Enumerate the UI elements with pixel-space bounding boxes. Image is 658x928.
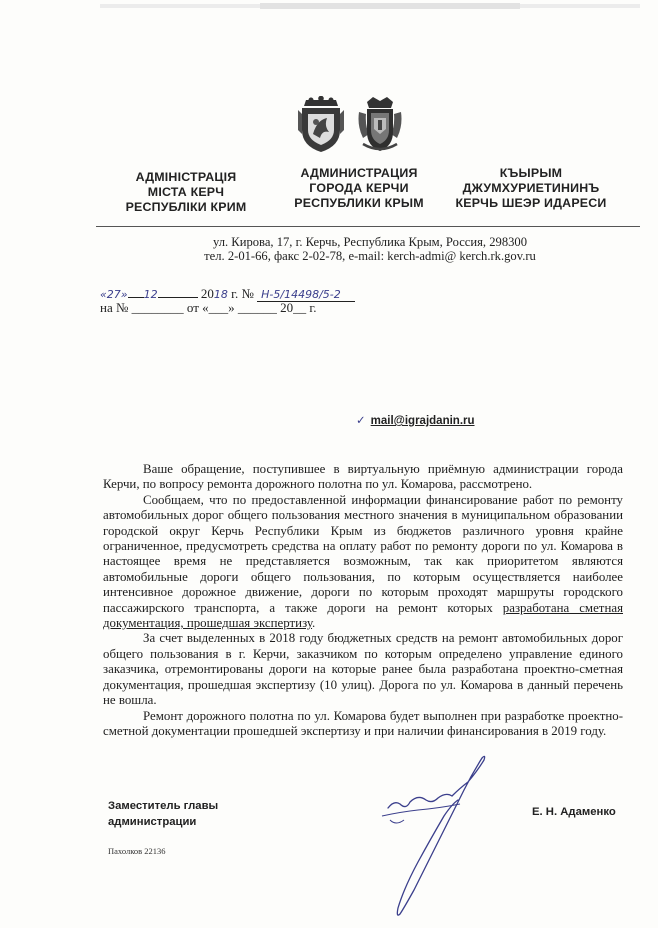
- org-crh-line-3: КЕРЧЬ ШЕЭР ИДАРЕСИ: [455, 196, 607, 210]
- contact-line: тел. 2-01-66, факс 2-02-78, e-mail: kerch-admi@ kerch.rk.gov.ru: [204, 249, 536, 263]
- crimea-coat-of-arms-icon: [296, 96, 346, 154]
- org-ua-line-3: РЕСПУБЛІКИ КРИМ: [125, 200, 247, 214]
- org-name-crimean-tatar: [440, 166, 622, 211]
- paragraph-4: Ремонт дорожного полотна по ул. Комарова будет выполнен при разработке проектно-сметной документации прошедшей экспертизу и при наличии финансирования в 2019 году.: [103, 708, 623, 738]
- reg-number: Н-5/14498/5-2: [257, 288, 355, 302]
- paragraph-2-end: .: [312, 616, 316, 631]
- executor-note: Пахолков 22136: [108, 846, 166, 856]
- org-ru-line-3: РЕСПУБЛИКИ КРЫМ: [294, 196, 424, 210]
- paragraph-1: Ваше обращение, поступившее в виртуальную приёмную администрации города Керчи, по вопросу ремонта дорожного полотна по ул. Комарова, рассмотрено.: [103, 462, 623, 492]
- signatory-title-line-2: администрации: [108, 816, 197, 828]
- org-ua-line-2: МІСТА КЕРЧ: [147, 185, 225, 199]
- paragraph-2: [103, 493, 623, 632]
- signatory-title: [108, 798, 218, 830]
- reply-to-line: на № ________ от «___» ______ 20__ г.: [100, 300, 317, 315]
- reg-day: 27: [106, 288, 121, 301]
- org-ru-line-2: ГОРОДА КЕРЧИ: [309, 181, 409, 195]
- signatory-title-line-1: Заместитель главы: [108, 800, 219, 812]
- paragraph-2-text: Сообщаем, что по предоставленной информации финансирование работ по ремонту автомобильных дорог общего пользования местного значения в муниципальном образовании городской округ Керчь Республики Крым из бюджетов различного уровня крайне ограниченное, предусмотреть средства на оплату работ по ремонту дороги по ул. Комарова в настоящее время не представляется возможным, так как приоритетом являются автомобильные дороги общего пользования, по которым осуществляется наиболее интенсивное дорожное движение, дороги по которым проходят маршруты городского пассажирского транспорта, а также дороги на ремонт которых: [103, 492, 623, 615]
- org-name-russian: [278, 166, 440, 211]
- reg-number-label: г. №: [227, 286, 254, 301]
- org-ru-line-1: АДМИНИСТРАЦИЯ: [300, 166, 418, 180]
- reg-year-prefix: 20: [197, 286, 214, 301]
- recipient-block: [356, 413, 475, 427]
- letterhead-divider: [96, 226, 640, 227]
- scan-artifact: [100, 2, 640, 12]
- org-name-ukrainian: [104, 170, 268, 215]
- recipient-email: mail@igrajdanin.ru: [370, 415, 475, 427]
- checkmark-icon: ✓: [356, 415, 366, 427]
- reg-year: 18: [213, 288, 228, 301]
- org-crh-line-1: КЪЫРЫМ: [499, 166, 563, 180]
- letter-body: [103, 462, 623, 739]
- reg-quote-open: «: [100, 288, 107, 301]
- paragraph-3: За счет выделенных в 2018 году бюджетных средств на ремонт автомобильных дорог общего пользования в г. Керчи, заказчиком по которым определено управление единого заказчика, отремонтированы дороги на которые ранее была разработана проектно-сметная документация, прошедшая экспертизу (10 улиц). Дорога по ул. Комарова в данный перечень не вошла.: [103, 631, 623, 708]
- org-crh-line-2: ДЖУМХУРИЕТИНИНЪ: [462, 181, 600, 195]
- org-ua-line-1: АДМІНІСТРАЦІЯ: [135, 170, 237, 184]
- reg-quote-close: »: [120, 288, 128, 301]
- reg-month: 12: [143, 288, 158, 301]
- kerch-coat-of-arms-icon: [355, 96, 405, 154]
- paragraph-2-underlined: разработана сметная документация, прошедшая экспертизу: [103, 600, 623, 631]
- postal-address: ул. Кирова, 17, г. Керчь, Республика Крым, Россия, 298300: [212, 235, 528, 249]
- handwritten-signature: [360, 750, 510, 920]
- signatory-name: Е. Н. Адаменко: [532, 806, 616, 818]
